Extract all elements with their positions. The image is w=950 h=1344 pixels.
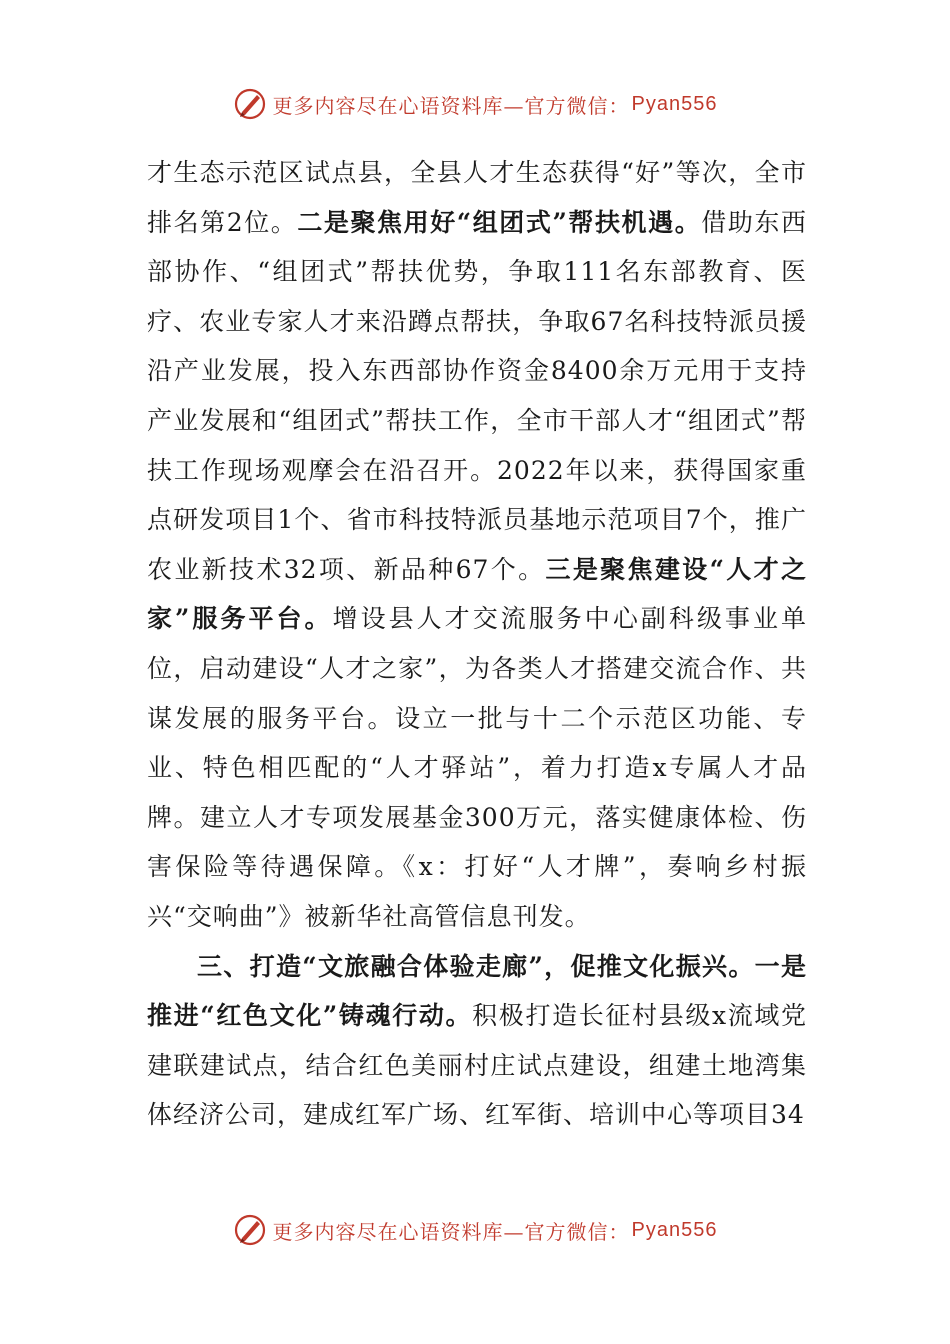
bold-heading-run: 一是推进“红色文化”铸魂行动。 <box>147 951 807 1031</box>
watermark-text: 更多内容尽在心语资料库—官方微信： <box>272 1219 630 1244</box>
paragraph-1 <box>147 148 807 942</box>
watermark-header <box>0 84 950 124</box>
text-run: 积极打造长征村县级x流域党建联建试点，结合红色美丽村庄试点建设，组建土地湾集体经济公司，建成红军广场、红军街、培训中心等项目34 <box>147 1001 807 1130</box>
watermark-handle: Pyan556 <box>631 1218 718 1241</box>
section-heading-run: 三、打造“文旅融合体验走廊”，促推文化振兴。 <box>197 951 755 981</box>
pen-logo-icon <box>233 87 267 121</box>
text-run: 增设县人才交流服务中心副科级事业单位，启动建设“人才之家”，为各类人才搭建交流合作、共谋发展的服务平台。设立一批与十二个示范区功能、专业、特色相匹配的“人才驿站”，着力打造x专属人才品牌。建立人才专项发展基金300万元，落实健康体检、伤害保险等待遇保障。《x：打好“人才牌”，奏响乡村振兴“交响曲”》被新华社高管信息刊发。 <box>147 604 807 931</box>
watermark-text: 更多内容尽在心语资料库—官方微信： <box>272 93 630 118</box>
paragraph-2 <box>147 942 807 1140</box>
watermark-footer <box>0 1210 950 1250</box>
bold-heading-run: 三是聚焦建设“人才之家”服务平台。 <box>147 554 807 634</box>
text-run: 才生态示范区试点县，全县人才生态获得“好”等次，全市排名第2位。 <box>147 158 807 237</box>
bold-heading-run: 二是聚焦用好“组团式”帮扶机遇。 <box>297 207 702 237</box>
text-run: 借助东西部协作、“组团式”帮扶优势，争取111名东部教育、医疗、农业专家人才来沿蹲点帮扶，争取67名科技特派员援沿产业发展，投入东西部协作资金8400余万元用于支持产业发展和“组团式”帮扶工作，全市干部人才“组团式”帮扶工作现场观摩会在沿召开。2022年以来，获得国家重点研发项目1个、省市科技特派员基地示范项目7个，推广农业新技术32项、新品种67个。 <box>147 207 807 584</box>
watermark-handle: Pyan556 <box>631 92 718 115</box>
pen-logo-icon <box>233 1213 267 1247</box>
document-body <box>147 148 807 1140</box>
